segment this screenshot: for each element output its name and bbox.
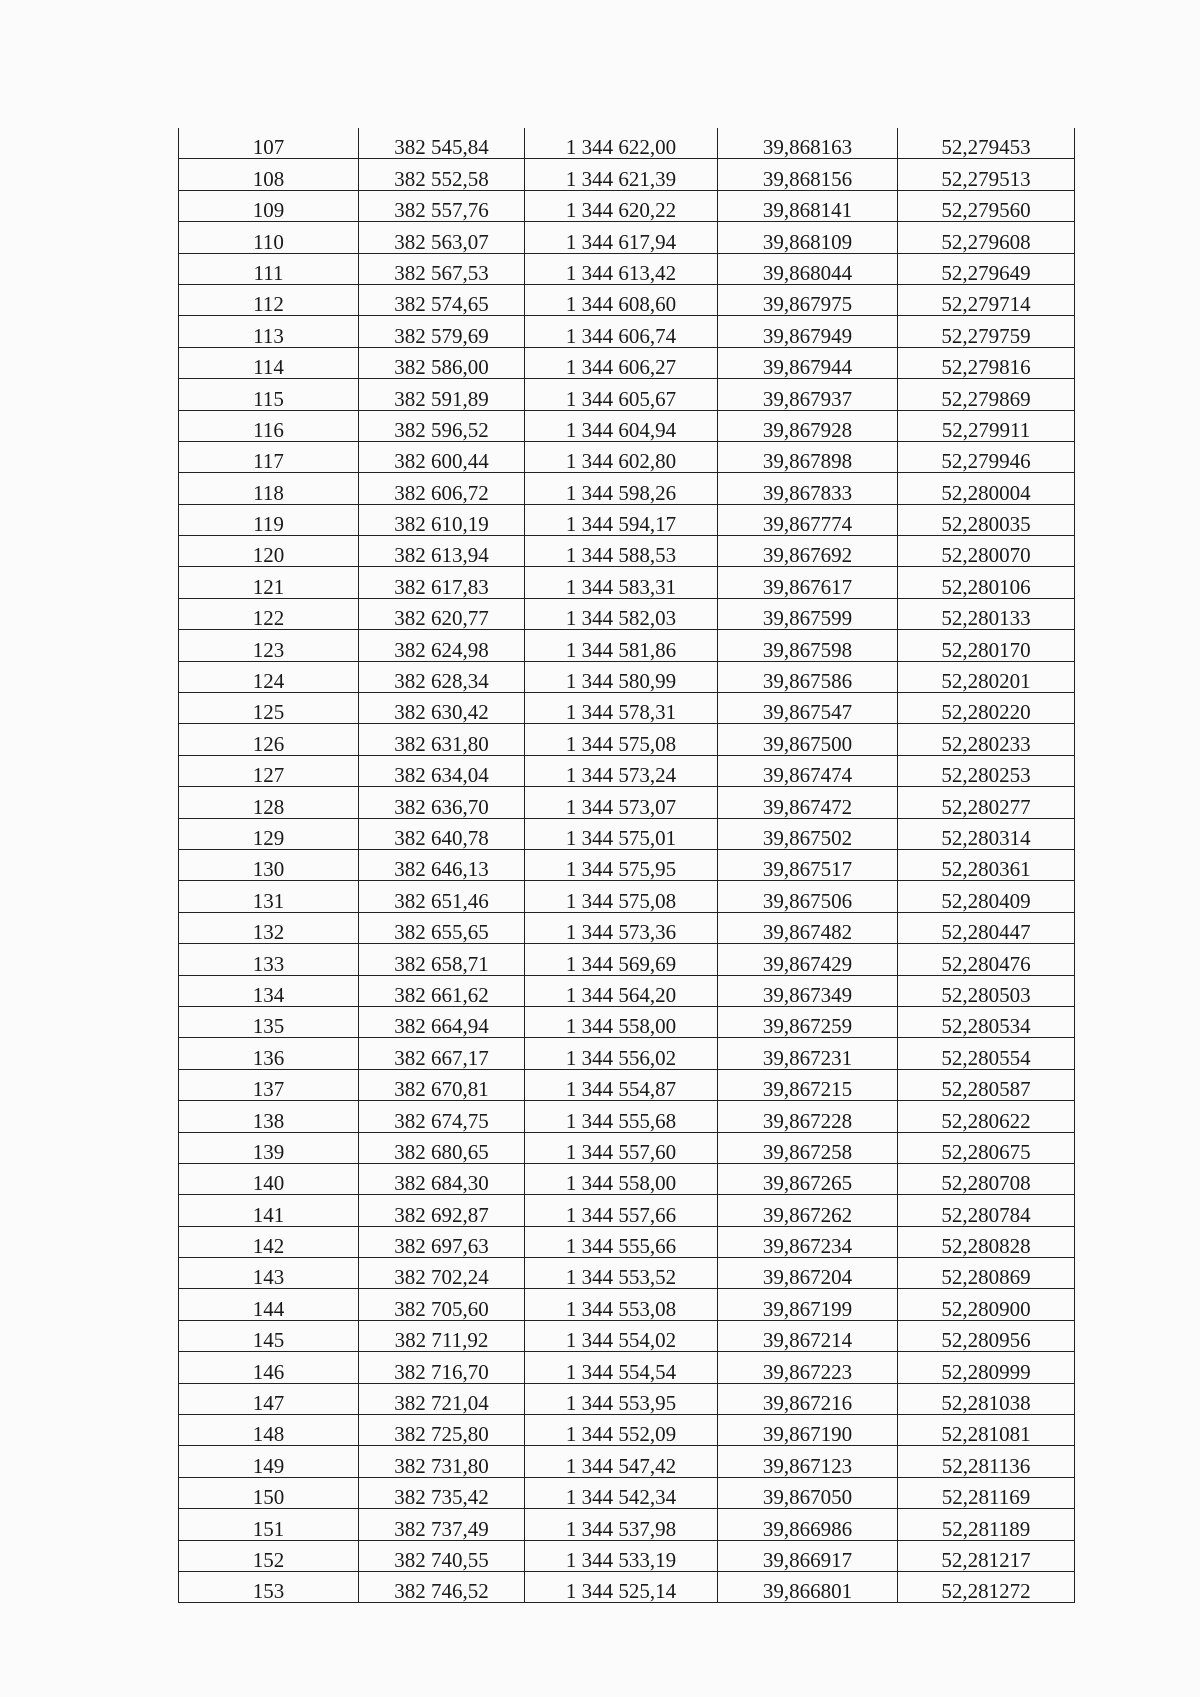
point-number-cell: 147	[179, 1383, 359, 1414]
table-row	[179, 1571, 1075, 1602]
longitude-cell: 39,867949	[718, 316, 898, 347]
x-coordinate-cell: 382 557,76	[359, 190, 525, 221]
y-coordinate-cell: 1 344 608,60	[525, 284, 718, 315]
y-coordinate-cell: 1 344 553,52	[525, 1258, 718, 1289]
latitude-cell: 52,279560	[898, 190, 1075, 221]
table-row	[179, 1195, 1075, 1226]
x-coordinate-cell: 382 636,70	[359, 787, 525, 818]
latitude-cell: 52,280828	[898, 1226, 1075, 1257]
latitude-cell: 52,280170	[898, 630, 1075, 661]
point-number-cell: 111	[179, 253, 359, 284]
latitude-cell: 52,280361	[898, 849, 1075, 880]
y-coordinate-cell: 1 344 594,17	[525, 504, 718, 535]
latitude-cell: 52,279759	[898, 316, 1075, 347]
latitude-cell: 52,280675	[898, 1132, 1075, 1163]
longitude-cell: 39,867617	[718, 567, 898, 598]
latitude-cell: 52,279513	[898, 159, 1075, 190]
x-coordinate-cell: 382 705,60	[359, 1289, 525, 1320]
y-coordinate-cell: 1 344 533,19	[525, 1540, 718, 1571]
table-row	[179, 1446, 1075, 1477]
y-coordinate-cell: 1 344 555,66	[525, 1226, 718, 1257]
x-coordinate-cell: 382 680,65	[359, 1132, 525, 1163]
point-number-cell: 121	[179, 567, 359, 598]
longitude-cell: 39,866801	[718, 1571, 898, 1602]
x-coordinate-cell: 382 606,72	[359, 473, 525, 504]
x-coordinate-cell: 382 634,04	[359, 755, 525, 786]
latitude-cell: 52,280447	[898, 912, 1075, 943]
latitude-cell: 52,280035	[898, 504, 1075, 535]
x-coordinate-cell: 382 711,92	[359, 1320, 525, 1351]
y-coordinate-cell: 1 344 552,09	[525, 1415, 718, 1446]
longitude-cell: 39,867586	[718, 661, 898, 692]
x-coordinate-cell: 382 721,04	[359, 1383, 525, 1414]
table-row	[179, 410, 1075, 441]
x-coordinate-cell: 382 737,49	[359, 1509, 525, 1540]
table-row	[179, 1132, 1075, 1163]
latitude-cell: 52,280587	[898, 1069, 1075, 1100]
x-coordinate-cell: 382 664,94	[359, 1006, 525, 1037]
latitude-cell: 52,280869	[898, 1258, 1075, 1289]
point-number-cell: 130	[179, 849, 359, 880]
point-number-cell: 134	[179, 975, 359, 1006]
x-coordinate-cell: 382 697,63	[359, 1226, 525, 1257]
y-coordinate-cell: 1 344 583,31	[525, 567, 718, 598]
point-number-cell: 131	[179, 881, 359, 912]
table-row	[179, 316, 1075, 347]
longitude-cell: 39,867898	[718, 441, 898, 472]
y-coordinate-cell: 1 344 554,87	[525, 1069, 718, 1100]
y-coordinate-cell: 1 344 613,42	[525, 253, 718, 284]
longitude-cell: 39,867123	[718, 1446, 898, 1477]
y-coordinate-cell: 1 344 606,27	[525, 347, 718, 378]
point-number-cell: 125	[179, 693, 359, 724]
x-coordinate-cell: 382 586,00	[359, 347, 525, 378]
table-row	[179, 1101, 1075, 1132]
table-row	[179, 379, 1075, 410]
table-row	[179, 944, 1075, 975]
table-row	[179, 755, 1075, 786]
y-coordinate-cell: 1 344 553,08	[525, 1289, 718, 1320]
latitude-cell: 52,279714	[898, 284, 1075, 315]
x-coordinate-cell: 382 545,84	[359, 128, 525, 159]
x-coordinate-cell: 382 651,46	[359, 881, 525, 912]
table-row	[179, 1540, 1075, 1571]
y-coordinate-cell: 1 344 575,08	[525, 881, 718, 912]
table-row	[179, 253, 1075, 284]
point-number-cell: 143	[179, 1258, 359, 1289]
longitude-cell: 39,867223	[718, 1352, 898, 1383]
y-coordinate-cell: 1 344 602,80	[525, 441, 718, 472]
point-number-cell: 112	[179, 284, 359, 315]
table-row	[179, 787, 1075, 818]
point-number-cell: 137	[179, 1069, 359, 1100]
y-coordinate-cell: 1 344 606,74	[525, 316, 718, 347]
table-row	[179, 536, 1075, 567]
x-coordinate-cell: 382 596,52	[359, 410, 525, 441]
y-coordinate-cell: 1 344 578,31	[525, 693, 718, 724]
x-coordinate-cell: 382 731,80	[359, 1446, 525, 1477]
table-row	[179, 284, 1075, 315]
latitude-cell: 52,281169	[898, 1477, 1075, 1508]
longitude-cell: 39,867199	[718, 1289, 898, 1320]
x-coordinate-cell: 382 613,94	[359, 536, 525, 567]
point-number-cell: 128	[179, 787, 359, 818]
latitude-cell: 52,279816	[898, 347, 1075, 378]
y-coordinate-cell: 1 344 537,98	[525, 1509, 718, 1540]
x-coordinate-cell: 382 735,42	[359, 1477, 525, 1508]
longitude-cell: 39,867598	[718, 630, 898, 661]
y-coordinate-cell: 1 344 558,00	[525, 1163, 718, 1194]
x-coordinate-cell: 382 702,24	[359, 1258, 525, 1289]
longitude-cell: 39,867262	[718, 1195, 898, 1226]
table-row	[179, 912, 1075, 943]
point-number-cell: 122	[179, 598, 359, 629]
latitude-cell: 52,280409	[898, 881, 1075, 912]
latitude-cell: 52,280233	[898, 724, 1075, 755]
longitude-cell: 39,867216	[718, 1383, 898, 1414]
point-number-cell: 151	[179, 1509, 359, 1540]
table-row	[179, 881, 1075, 912]
latitude-cell: 52,280106	[898, 567, 1075, 598]
point-number-cell: 108	[179, 159, 359, 190]
latitude-cell: 52,280900	[898, 1289, 1075, 1320]
y-coordinate-cell: 1 344 580,99	[525, 661, 718, 692]
latitude-cell: 52,279869	[898, 379, 1075, 410]
latitude-cell: 52,280554	[898, 1038, 1075, 1069]
y-coordinate-cell: 1 344 557,60	[525, 1132, 718, 1163]
point-number-cell: 120	[179, 536, 359, 567]
y-coordinate-cell: 1 344 622,00	[525, 128, 718, 159]
latitude-cell: 52,280070	[898, 536, 1075, 567]
point-number-cell: 110	[179, 222, 359, 253]
table-row	[179, 1258, 1075, 1289]
longitude-cell: 39,868163	[718, 128, 898, 159]
longitude-cell: 39,867692	[718, 536, 898, 567]
y-coordinate-cell: 1 344 542,34	[525, 1477, 718, 1508]
x-coordinate-cell: 382 563,07	[359, 222, 525, 253]
table-row	[179, 441, 1075, 472]
x-coordinate-cell: 382 740,55	[359, 1540, 525, 1571]
point-number-cell: 127	[179, 755, 359, 786]
longitude-cell: 39,868109	[718, 222, 898, 253]
y-coordinate-cell: 1 344 582,03	[525, 598, 718, 629]
x-coordinate-cell: 382 600,44	[359, 441, 525, 472]
longitude-cell: 39,867204	[718, 1258, 898, 1289]
x-coordinate-cell: 382 620,77	[359, 598, 525, 629]
table-row	[179, 598, 1075, 629]
point-number-cell: 146	[179, 1352, 359, 1383]
point-number-cell: 129	[179, 818, 359, 849]
point-number-cell: 150	[179, 1477, 359, 1508]
y-coordinate-cell: 1 344 569,69	[525, 944, 718, 975]
longitude-cell: 39,866917	[718, 1540, 898, 1571]
longitude-cell: 39,867472	[718, 787, 898, 818]
point-number-cell: 152	[179, 1540, 359, 1571]
table-row	[179, 347, 1075, 378]
y-coordinate-cell: 1 344 558,00	[525, 1006, 718, 1037]
table-row	[179, 849, 1075, 880]
latitude-cell: 52,280253	[898, 755, 1075, 786]
longitude-cell: 39,867502	[718, 818, 898, 849]
x-coordinate-cell: 382 661,62	[359, 975, 525, 1006]
latitude-cell: 52,281081	[898, 1415, 1075, 1446]
table-row	[179, 567, 1075, 598]
y-coordinate-cell: 1 344 581,86	[525, 630, 718, 661]
table-row	[179, 159, 1075, 190]
y-coordinate-cell: 1 344 547,42	[525, 1446, 718, 1477]
table-row	[179, 1006, 1075, 1037]
y-coordinate-cell: 1 344 573,24	[525, 755, 718, 786]
latitude-cell: 52,280956	[898, 1320, 1075, 1351]
longitude-cell: 39,868156	[718, 159, 898, 190]
table-row	[179, 1289, 1075, 1320]
point-number-cell: 153	[179, 1571, 359, 1602]
longitude-cell: 39,867215	[718, 1069, 898, 1100]
point-number-cell: 132	[179, 912, 359, 943]
point-number-cell: 139	[179, 1132, 359, 1163]
latitude-cell: 52,281136	[898, 1446, 1075, 1477]
y-coordinate-cell: 1 344 620,22	[525, 190, 718, 221]
table-row	[179, 1226, 1075, 1257]
point-number-cell: 123	[179, 630, 359, 661]
x-coordinate-cell: 382 692,87	[359, 1195, 525, 1226]
table-row	[179, 1038, 1075, 1069]
x-coordinate-cell: 382 628,34	[359, 661, 525, 692]
y-coordinate-cell: 1 344 553,95	[525, 1383, 718, 1414]
point-number-cell: 124	[179, 661, 359, 692]
longitude-cell: 39,867265	[718, 1163, 898, 1194]
point-number-cell: 119	[179, 504, 359, 535]
latitude-cell: 52,280314	[898, 818, 1075, 849]
table-row	[179, 222, 1075, 253]
x-coordinate-cell: 382 667,17	[359, 1038, 525, 1069]
table-row	[179, 1320, 1075, 1351]
x-coordinate-cell: 382 674,75	[359, 1101, 525, 1132]
latitude-cell: 52,281272	[898, 1571, 1075, 1602]
y-coordinate-cell: 1 344 605,67	[525, 379, 718, 410]
table-row	[179, 1352, 1075, 1383]
table-row	[179, 630, 1075, 661]
table-row	[179, 1383, 1075, 1414]
y-coordinate-cell: 1 344 604,94	[525, 410, 718, 441]
x-coordinate-cell: 382 670,81	[359, 1069, 525, 1100]
table-row	[179, 473, 1075, 504]
latitude-cell: 52,281038	[898, 1383, 1075, 1414]
x-coordinate-cell: 382 631,80	[359, 724, 525, 755]
coordinates-table-body	[179, 128, 1075, 1603]
longitude-cell: 39,867547	[718, 693, 898, 724]
y-coordinate-cell: 1 344 575,08	[525, 724, 718, 755]
table-row	[179, 818, 1075, 849]
table-row	[179, 190, 1075, 221]
latitude-cell: 52,279453	[898, 128, 1075, 159]
longitude-cell: 39,867944	[718, 347, 898, 378]
point-number-cell: 144	[179, 1289, 359, 1320]
y-coordinate-cell: 1 344 556,02	[525, 1038, 718, 1069]
x-coordinate-cell: 382 579,69	[359, 316, 525, 347]
point-number-cell: 140	[179, 1163, 359, 1194]
x-coordinate-cell: 382 655,65	[359, 912, 525, 943]
y-coordinate-cell: 1 344 575,01	[525, 818, 718, 849]
x-coordinate-cell: 382 684,30	[359, 1163, 525, 1194]
longitude-cell: 39,867833	[718, 473, 898, 504]
point-number-cell: 116	[179, 410, 359, 441]
point-number-cell: 117	[179, 441, 359, 472]
point-number-cell: 114	[179, 347, 359, 378]
latitude-cell: 52,280476	[898, 944, 1075, 975]
longitude-cell: 39,867937	[718, 379, 898, 410]
latitude-cell: 52,280534	[898, 1006, 1075, 1037]
x-coordinate-cell: 382 591,89	[359, 379, 525, 410]
point-number-cell: 141	[179, 1195, 359, 1226]
x-coordinate-cell: 382 746,52	[359, 1571, 525, 1602]
y-coordinate-cell: 1 344 598,26	[525, 473, 718, 504]
latitude-cell: 52,280503	[898, 975, 1075, 1006]
coordinates-table	[178, 128, 1075, 1603]
longitude-cell: 39,867482	[718, 912, 898, 943]
y-coordinate-cell: 1 344 555,68	[525, 1101, 718, 1132]
y-coordinate-cell: 1 344 621,39	[525, 159, 718, 190]
longitude-cell: 39,867599	[718, 598, 898, 629]
point-number-cell: 126	[179, 724, 359, 755]
longitude-cell: 39,868044	[718, 253, 898, 284]
latitude-cell: 52,280004	[898, 473, 1075, 504]
longitude-cell: 39,866986	[718, 1509, 898, 1540]
y-coordinate-cell: 1 344 554,02	[525, 1320, 718, 1351]
y-coordinate-cell: 1 344 557,66	[525, 1195, 718, 1226]
latitude-cell: 52,280220	[898, 693, 1075, 724]
x-coordinate-cell: 382 725,80	[359, 1415, 525, 1446]
point-number-cell: 109	[179, 190, 359, 221]
table-row	[179, 1477, 1075, 1508]
y-coordinate-cell: 1 344 564,20	[525, 975, 718, 1006]
longitude-cell: 39,867429	[718, 944, 898, 975]
longitude-cell: 39,868141	[718, 190, 898, 221]
y-coordinate-cell: 1 344 617,94	[525, 222, 718, 253]
longitude-cell: 39,867234	[718, 1226, 898, 1257]
y-coordinate-cell: 1 344 573,36	[525, 912, 718, 943]
longitude-cell: 39,867349	[718, 975, 898, 1006]
point-number-cell: 145	[179, 1320, 359, 1351]
latitude-cell: 52,281189	[898, 1509, 1075, 1540]
latitude-cell: 52,280277	[898, 787, 1075, 818]
longitude-cell: 39,867214	[718, 1320, 898, 1351]
longitude-cell: 39,867190	[718, 1415, 898, 1446]
x-coordinate-cell: 382 610,19	[359, 504, 525, 535]
latitude-cell: 52,279911	[898, 410, 1075, 441]
longitude-cell: 39,867474	[718, 755, 898, 786]
y-coordinate-cell: 1 344 554,54	[525, 1352, 718, 1383]
x-coordinate-cell: 382 552,58	[359, 159, 525, 190]
latitude-cell: 52,279608	[898, 222, 1075, 253]
latitude-cell: 52,280133	[898, 598, 1075, 629]
point-number-cell: 149	[179, 1446, 359, 1477]
point-number-cell: 136	[179, 1038, 359, 1069]
longitude-cell: 39,867228	[718, 1101, 898, 1132]
longitude-cell: 39,867231	[718, 1038, 898, 1069]
table-row	[179, 724, 1075, 755]
longitude-cell: 39,867500	[718, 724, 898, 755]
y-coordinate-cell: 1 344 525,14	[525, 1571, 718, 1602]
longitude-cell: 39,867259	[718, 1006, 898, 1037]
latitude-cell: 52,279649	[898, 253, 1075, 284]
x-coordinate-cell: 382 574,65	[359, 284, 525, 315]
x-coordinate-cell: 382 658,71	[359, 944, 525, 975]
x-coordinate-cell: 382 617,83	[359, 567, 525, 598]
longitude-cell: 39,867774	[718, 504, 898, 535]
longitude-cell: 39,867050	[718, 1477, 898, 1508]
table-row	[179, 1069, 1075, 1100]
x-coordinate-cell: 382 646,13	[359, 849, 525, 880]
table-row	[179, 1163, 1075, 1194]
x-coordinate-cell: 382 624,98	[359, 630, 525, 661]
table-row	[179, 661, 1075, 692]
y-coordinate-cell: 1 344 575,95	[525, 849, 718, 880]
point-number-cell: 133	[179, 944, 359, 975]
longitude-cell: 39,867517	[718, 849, 898, 880]
table-row	[179, 1509, 1075, 1540]
point-number-cell: 107	[179, 128, 359, 159]
y-coordinate-cell: 1 344 588,53	[525, 536, 718, 567]
table-row	[179, 128, 1075, 159]
longitude-cell: 39,867975	[718, 284, 898, 315]
longitude-cell: 39,867506	[718, 881, 898, 912]
longitude-cell: 39,867258	[718, 1132, 898, 1163]
point-number-cell: 118	[179, 473, 359, 504]
x-coordinate-cell: 382 640,78	[359, 818, 525, 849]
latitude-cell: 52,280201	[898, 661, 1075, 692]
table-row	[179, 975, 1075, 1006]
point-number-cell: 115	[179, 379, 359, 410]
table-row	[179, 693, 1075, 724]
latitude-cell: 52,280784	[898, 1195, 1075, 1226]
latitude-cell: 52,279946	[898, 441, 1075, 472]
point-number-cell: 142	[179, 1226, 359, 1257]
point-number-cell: 135	[179, 1006, 359, 1037]
x-coordinate-cell: 382 716,70	[359, 1352, 525, 1383]
table-row	[179, 504, 1075, 535]
point-number-cell: 148	[179, 1415, 359, 1446]
latitude-cell: 52,280708	[898, 1163, 1075, 1194]
latitude-cell: 52,281217	[898, 1540, 1075, 1571]
point-number-cell: 113	[179, 316, 359, 347]
latitude-cell: 52,280622	[898, 1101, 1075, 1132]
x-coordinate-cell: 382 630,42	[359, 693, 525, 724]
x-coordinate-cell: 382 567,53	[359, 253, 525, 284]
y-coordinate-cell: 1 344 573,07	[525, 787, 718, 818]
longitude-cell: 39,867928	[718, 410, 898, 441]
point-number-cell: 138	[179, 1101, 359, 1132]
table-row	[179, 1415, 1075, 1446]
latitude-cell: 52,280999	[898, 1352, 1075, 1383]
